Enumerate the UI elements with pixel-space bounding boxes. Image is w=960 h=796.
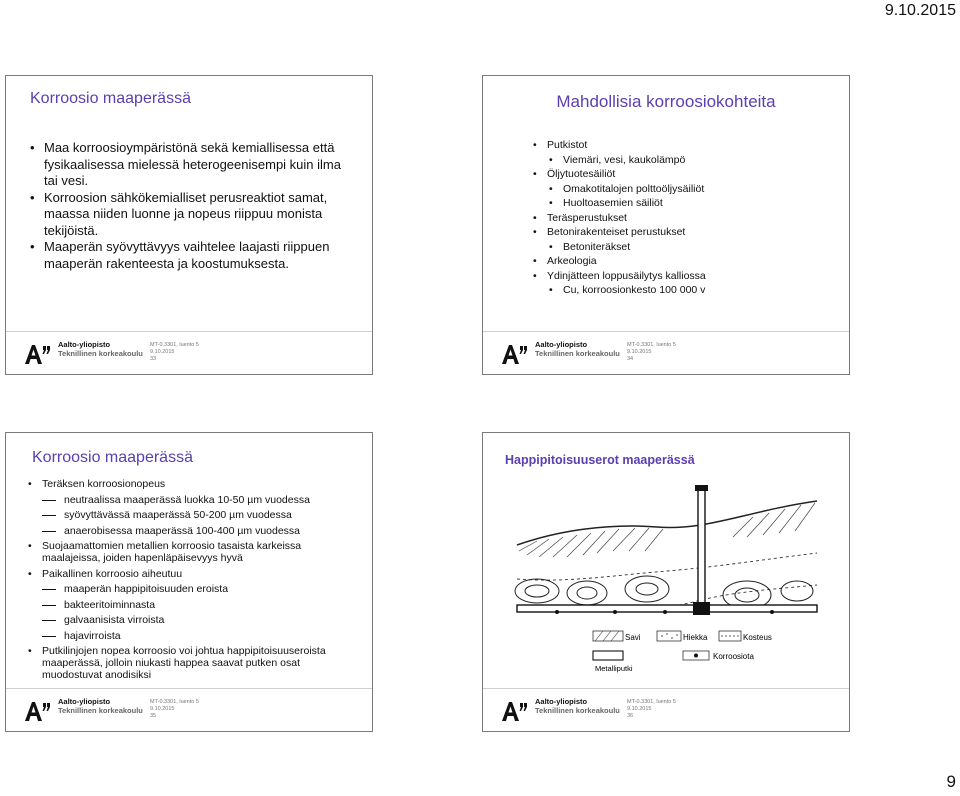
slide-title: Happipitoisuuserot maaperässä [505, 453, 695, 467]
slide-footer [6, 688, 372, 722]
course-code: MT-0.3301, luento 5 [627, 699, 676, 705]
ground-surface [517, 501, 817, 545]
bullet: • Putkilinjojen nopea korroosio voi johtua happipitoisuuseroista maaperässä, jolloin niukasti happea saavat putken osat muodostuvat anodisiksi [26, 645, 358, 681]
soil-oxygen-diagram [497, 471, 837, 681]
legend-clay-swatch [593, 631, 623, 641]
clay-hatching [519, 503, 815, 557]
dash-item: hajavirroista [26, 630, 358, 642]
logo-text [535, 697, 620, 715]
diagram-legend [593, 631, 772, 673]
org-sub: Teknillinen korkeakoulu [58, 349, 143, 358]
bullet: • Maa korroosioympäristönä sekä kemiallisessa että fysikaalisessa mielessä heterogeenisempi kuin ilma tai vesi. [28, 140, 356, 190]
dash-item: maaperän happipitoisuuden eroista [26, 583, 358, 595]
org-sub: Teknillinen korkeakoulu [535, 349, 620, 358]
org-sub: Teknillinen korkeakoulu [58, 706, 143, 715]
slide-meta [150, 699, 199, 720]
aalto-logo [24, 700, 50, 722]
course-code: MT-0.3301, luento 5 [150, 342, 199, 348]
footer-divider [483, 688, 849, 689]
slide-title: Mahdollisia korroosiokohteita [556, 92, 776, 111]
org-name: Aalto-yliopisto [58, 697, 111, 706]
bullet: • Suojaamattomien metallien korroosio tasaista karkeissa maalajeissa, joiden hapenläpäisevyys hyvä [26, 540, 358, 564]
dash-item: bakteeritoiminnasta [26, 599, 358, 611]
slide-footer [483, 688, 849, 722]
bullet: • Betonirakenteiset perustukset [531, 225, 829, 240]
slide-meta [627, 699, 676, 720]
sub-bullet: • Huoltoasemien säiliöt [547, 196, 829, 211]
slide-content [28, 140, 356, 272]
slide-content [26, 478, 358, 685]
org-name: Aalto-yliopisto [535, 697, 588, 706]
current-loops [515, 576, 813, 609]
footer-divider [6, 688, 372, 689]
slide-number: 33 [150, 356, 157, 362]
legend-pipe-swatch [593, 651, 623, 660]
footer-divider [483, 331, 849, 332]
legend-corrosion-label: Korroosiota [713, 652, 754, 661]
dash-item: neutraalissa maaperässä luokka 10-50 µm vuodessa [26, 494, 358, 506]
sub-bullet: • Cu, korroosionkesto 100 000 v [547, 283, 829, 298]
slide-meta [627, 342, 676, 363]
logo-text [58, 697, 143, 715]
slide-date: 9.10.2015 [150, 706, 175, 712]
legend-moisture-label: Kosteus [743, 633, 772, 642]
riser-pipe [698, 489, 705, 609]
legend-sand-swatch [657, 631, 681, 641]
slide-34 [482, 75, 850, 375]
course-code: MT-0.3301, luento 5 [150, 699, 199, 705]
pipe-joint [693, 602, 710, 615]
slide-date: 9.10.2015 [627, 706, 652, 712]
course-code: MT-0.3301, luento 5 [627, 342, 676, 348]
slide-footer [6, 331, 372, 365]
slide-33 [5, 75, 373, 375]
slide-content [531, 138, 829, 298]
slide-title: Korroosio maaperässä [30, 90, 191, 107]
sub-bullet: • Viemäri, vesi, kaukolämpö [547, 153, 829, 168]
aalto-logo [24, 343, 50, 365]
bullet: • Putkistot [531, 138, 829, 153]
page-number: 9 [946, 772, 956, 791]
slide-date: 9.10.2015 [627, 349, 652, 355]
footer-divider [6, 331, 372, 332]
slide-footer [483, 331, 849, 365]
legend-sand-label: Hiekka [683, 633, 708, 642]
bullet: • Korroosion sähkökemialliset perusreaktiot samat, maassa niiden luonne ja nopeus riippuu monista tekijöistä. [28, 190, 356, 240]
bullet: • Teräksen korroosionopeus [26, 478, 358, 490]
slide-number: 35 [150, 713, 157, 719]
logo-text [535, 340, 620, 358]
slide-meta [150, 342, 199, 363]
aalto-logo [501, 343, 527, 365]
legend-clay-label: Savi [625, 633, 641, 642]
bullet: • Ydinjätteen loppusäilytys kalliossa [531, 269, 829, 284]
page-date: 9.10.2015 [884, 2, 956, 19]
dash-item: anaerobisessa maaperässä 100-400 µm vuodessa [26, 525, 358, 537]
slide-number: 34 [627, 356, 634, 362]
slide-number: 36 [627, 713, 634, 719]
dash-item: syövyttävässä maaperässä 50-200 µm vuodessa [26, 509, 358, 521]
dash-item: galvaanisista virroista [26, 614, 358, 626]
slide-35 [5, 432, 373, 732]
logo-text [58, 340, 143, 358]
legend-pipe-label: Metalliputki [595, 664, 633, 673]
slide-date: 9.10.2015 [150, 349, 175, 355]
bullet: • Öljytuotesäiliöt [531, 167, 829, 182]
bullet: • Paikallinen korroosio aiheutuu [26, 568, 358, 580]
slide-36 [482, 432, 850, 732]
slide-title: Korroosio maaperässä [32, 449, 193, 466]
sub-bullet: • Betoniteräkset [547, 240, 829, 255]
sub-bullet: • Omakotitalojen polttoöljysäiliöt [547, 182, 829, 197]
bullet: • Teräsperustukset [531, 211, 829, 226]
bullet: • Maaperän syövyttävyys vaihtelee laajasti riippuen maaperän rakenteesta ja koostumuksesta. [28, 239, 356, 272]
bullet: • Arkeologia [531, 254, 829, 269]
org-name: Aalto-yliopisto [535, 340, 588, 349]
org-name: Aalto-yliopisto [58, 340, 111, 349]
aalto-logo [501, 700, 527, 722]
org-sub: Teknillinen korkeakoulu [535, 706, 620, 715]
riser-cap [695, 485, 708, 491]
moisture-boundaries [517, 553, 817, 611]
